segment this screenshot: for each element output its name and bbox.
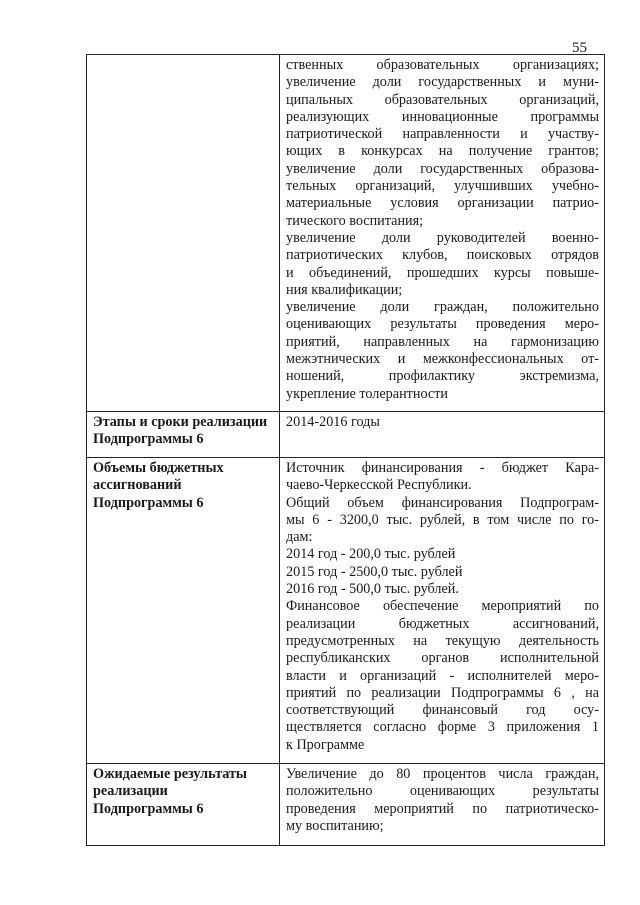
row-content-line: 2015 год - 2500,0 тыс. рублей xyxy=(286,563,463,580)
row-label-line: Подпрограммы 6 xyxy=(93,494,204,511)
row-content-line: и объединений, прошедших курсы повыше- xyxy=(286,264,599,281)
row-content-line: ющих в конкурсах на получение грантов; xyxy=(286,143,599,160)
row-content-line: межэтнических и межконфессиональных от- xyxy=(286,351,599,368)
row-label-line: ассигнований xyxy=(93,477,182,494)
page-number: 55 xyxy=(572,40,587,56)
row-content-line: оценивающих результаты проведения меро- xyxy=(286,316,599,333)
row-content-line: предусмотренных на текущую деятельность xyxy=(286,632,599,649)
row-content-line: Источник финансирования - бюджет Кара- xyxy=(286,460,599,476)
row-content-line: проведения мероприятий по патриотическо- xyxy=(286,800,599,817)
row-label-line: Этапы и сроки реализации xyxy=(93,414,268,430)
row-content-line: патриотической направленности и участву- xyxy=(286,126,599,143)
row-content-line: Финансовое обеспечение мероприятий по xyxy=(286,598,599,615)
row-content-line: му воспитанию; xyxy=(286,817,384,834)
row-label-line: Ожидаемые результаты xyxy=(93,766,247,782)
row-content-line: Увеличение до 80 процентов числа граждан, xyxy=(286,766,599,782)
row-content-line: материальные условия организации патрио- xyxy=(286,195,599,212)
row-label-cell xyxy=(87,764,280,846)
row-content-line: ния квалификации; xyxy=(286,281,403,298)
row-content-cell xyxy=(280,55,605,412)
row-content-line: увеличение доли руководителей военно- xyxy=(286,229,599,246)
row-content-line: укрепление толерантности xyxy=(286,385,448,402)
row-content-line: тельных организаций, улучшивших учебно- xyxy=(286,178,599,195)
row-label-cell xyxy=(87,55,280,412)
row-content-line: 2016 год - 500,0 тыс. рублей. xyxy=(286,581,459,598)
row-label-cell xyxy=(87,458,280,764)
row-content-line: к Программе xyxy=(286,736,365,753)
table-row xyxy=(87,412,605,458)
row-content-line: 2014-2016 годы xyxy=(286,414,380,430)
row-content-line: тического воспитания; xyxy=(286,212,424,229)
row-content-line: ношений, профилактику экстремизма, xyxy=(286,368,599,385)
subprogram-passport-table xyxy=(86,54,605,846)
row-content-line: чаево-Черкесской Республики. xyxy=(286,477,472,494)
row-content-line: 2014 год - 200,0 тыс. рублей xyxy=(286,546,456,563)
row-label-line: Объемы бюджетных xyxy=(93,460,224,476)
row-content-line: увеличение доли государственных образова- xyxy=(286,160,599,177)
row-content-line: ственных образовательных организациях; xyxy=(286,57,599,73)
table-row xyxy=(87,764,605,846)
row-content-cell xyxy=(280,458,605,764)
row-label-line: реализации xyxy=(93,783,168,800)
row-content-line: увеличение доли граждан, положительно xyxy=(286,299,599,316)
table-row xyxy=(87,458,605,764)
row-label-cell xyxy=(87,412,280,458)
row-label-line: Подпрограммы 6 xyxy=(93,431,204,448)
row-content-line: соответствующий финансовый год осу- xyxy=(286,702,599,719)
row-content-cell xyxy=(280,412,605,458)
row-content-line: ципальных образовательных организаций, xyxy=(286,91,599,108)
row-content-line: реализующих инновационные программы xyxy=(286,108,599,125)
row-content-line: дам: xyxy=(286,529,313,546)
row-content-line: положительно оценивающих результаты xyxy=(286,783,599,800)
table-row xyxy=(87,55,605,412)
row-content-cell xyxy=(280,764,605,846)
row-content-line: ществляется согласно форме 3 приложения 1 xyxy=(286,719,599,736)
row-content-line: власти и организаций - исполнителей меро- xyxy=(286,667,599,684)
row-content-line: республиканских органов исполнительной xyxy=(286,650,599,667)
row-content-line: Общий объем финансирования Подпрограм- xyxy=(286,494,599,511)
row-content-line: приятий по реализации Подпрограммы 6 , на xyxy=(286,684,599,701)
row-content-line: увеличение доли государственных и муни- xyxy=(286,74,599,91)
row-content-line: приятий, направленных на гармонизацию xyxy=(286,333,599,350)
row-content-line: мы 6 - 3200,0 тыс. рублей, в том числе по го- xyxy=(286,511,599,528)
row-label-line: Подпрограммы 6 xyxy=(93,800,204,817)
row-content-line: патриотических клубов, поисковых отрядов xyxy=(286,247,599,264)
row-content-line: реализации бюджетных ассигнований, xyxy=(286,615,599,632)
